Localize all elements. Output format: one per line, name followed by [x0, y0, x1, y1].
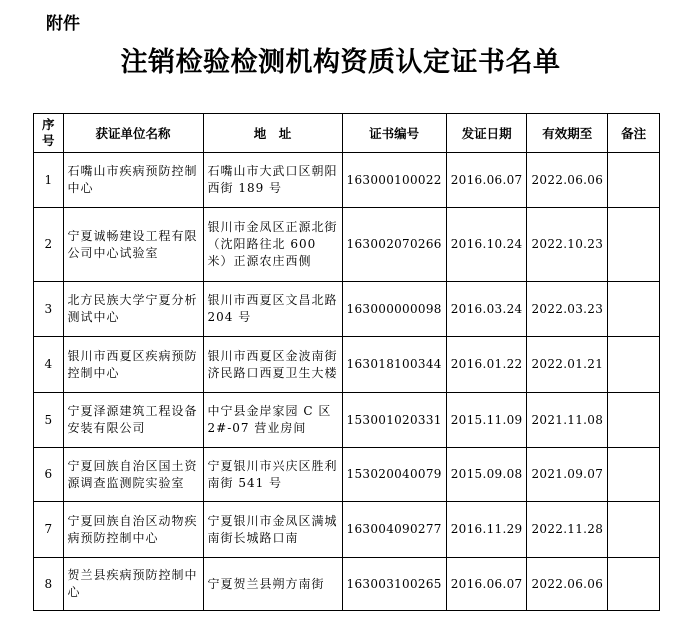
cell-cert: 163003100265 — [342, 558, 446, 611]
table-row — [34, 502, 660, 558]
cell-name: 宁夏泽源建筑工程设备安装有限公司 — [63, 393, 203, 448]
cell-issue: 2016.10.24 — [446, 208, 527, 282]
cell-cert: 163002070266 — [342, 208, 446, 282]
cell-issue: 2016.03.24 — [446, 282, 527, 337]
cell-name: 宁夏诚畅建设工程有限公司中心试验室 — [63, 208, 203, 282]
cell-expire: 2022.06.06 — [527, 558, 608, 611]
cell-note — [608, 502, 660, 558]
cell-issue: 2016.11.29 — [446, 502, 527, 558]
cell-address: 银川市西夏区金波南街济民路口西夏卫生大楼 — [203, 337, 342, 393]
header-address: 地 址 — [203, 114, 342, 153]
table-row — [34, 337, 660, 393]
cell-cert: 163018100344 — [342, 337, 446, 393]
cell-note — [608, 558, 660, 611]
cell-no: 2 — [34, 208, 64, 282]
header-issue: 发证日期 — [446, 114, 527, 153]
cell-no: 3 — [34, 282, 64, 337]
table-row — [34, 448, 660, 502]
cell-note — [608, 337, 660, 393]
cell-cert: 163000000098 — [342, 282, 446, 337]
cell-cert: 163004090277 — [342, 502, 446, 558]
cell-address: 宁夏贺兰县朔方南街 — [203, 558, 342, 611]
cell-cert: 163000100022 — [342, 153, 446, 208]
header-name: 获证单位名称 — [63, 114, 203, 153]
cell-no: 8 — [34, 558, 64, 611]
cell-issue: 2016.06.07 — [446, 153, 527, 208]
cell-name: 宁夏回族自治区国土资源调查监测院实验室 — [63, 448, 203, 502]
table-row — [34, 393, 660, 448]
cell-note — [608, 448, 660, 502]
cell-name: 石嘴山市疾病预防控制中心 — [63, 153, 203, 208]
cell-issue: 2015.11.09 — [446, 393, 527, 448]
cell-expire: 2022.11.28 — [527, 502, 608, 558]
cell-name: 银川市西夏区疾病预防控制中心 — [63, 337, 203, 393]
page-title: 注销检验检测机构资质认定证书名单 — [120, 47, 561, 78]
cell-name: 贺兰县疾病预防控制中心 — [63, 558, 203, 611]
header-cert: 证书编号 — [342, 114, 446, 153]
cell-address: 宁夏银川市金凤区满城南街长城路口南 — [203, 502, 342, 558]
cell-no: 7 — [34, 502, 64, 558]
cell-expire: 2022.06.06 — [527, 153, 608, 208]
cell-cert: 153020040079 — [342, 448, 446, 502]
cell-issue: 2016.06.07 — [446, 558, 527, 611]
header-expire: 有效期至 — [527, 114, 608, 153]
cell-address: 石嘴山市大武口区朝阳西街 189 号 — [203, 153, 342, 208]
cell-expire: 2022.03.23 — [527, 282, 608, 337]
cell-note — [608, 153, 660, 208]
table-row — [34, 153, 660, 208]
table-row — [34, 558, 660, 611]
cell-expire: 2021.09.07 — [527, 448, 608, 502]
cell-note — [608, 282, 660, 337]
cell-no: 5 — [34, 393, 64, 448]
cell-address: 中宁县金岸家园 C 区 2#-07 营业房间 — [203, 393, 342, 448]
cell-address: 银川市西夏区文昌北路 204 号 — [203, 282, 342, 337]
header-note: 备注 — [608, 114, 660, 153]
cell-no: 6 — [34, 448, 64, 502]
cell-name: 北方民族大学宁夏分析测试中心 — [63, 282, 203, 337]
cell-address: 宁夏银川市兴庆区胜利南街 541 号 — [203, 448, 342, 502]
cell-note — [608, 393, 660, 448]
table-row — [34, 282, 660, 337]
table-header-row — [34, 114, 660, 153]
cell-name: 宁夏回族自治区动物疾病预防控制中心 — [63, 502, 203, 558]
cell-address: 银川市金凤区正源北街（沈阳路往北 600 米）正源农庄西侧 — [203, 208, 342, 282]
attachment-label: 附件 — [46, 14, 80, 34]
cell-expire: 2022.01.21 — [527, 337, 608, 393]
certificate-table — [33, 113, 660, 611]
header-no: 序号 — [34, 114, 64, 153]
cell-note — [608, 208, 660, 282]
cell-no: 1 — [34, 153, 64, 208]
table-row — [34, 208, 660, 282]
cell-issue: 2015.09.08 — [446, 448, 527, 502]
cell-expire: 2021.11.08 — [527, 393, 608, 448]
cell-issue: 2016.01.22 — [446, 337, 527, 393]
cell-no: 4 — [34, 337, 64, 393]
cell-cert: 153001020331 — [342, 393, 446, 448]
cell-expire: 2022.10.23 — [527, 208, 608, 282]
